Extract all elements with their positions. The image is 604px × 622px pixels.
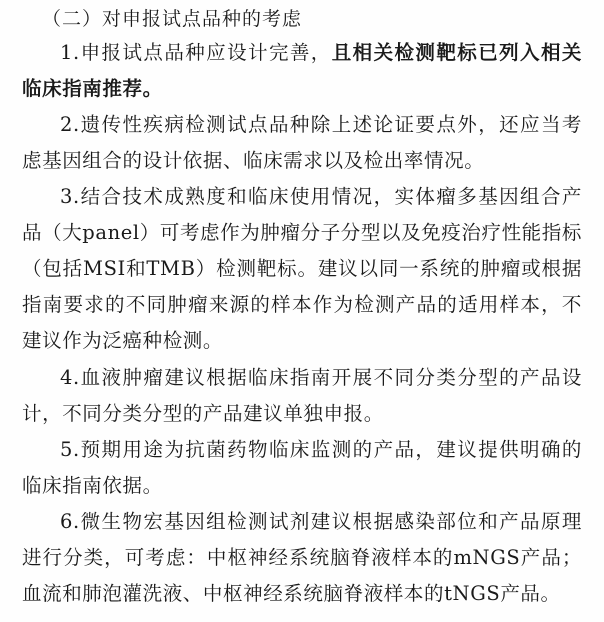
paragraph-item-3: 3.结合技术成熟度和临床使用情况，实体瘤多基因组合产品（大panel）可考虑作为肿瘤分子分型以及免疫治疗性能指标（包括MSI和TMB）检测靶标。建议以同一系统的肿瘤或根据指南要求的不同肿瘤来源的样本作为检测产品的适用样本，不建议作为泛癌种检测。 — [22, 185, 582, 352]
paragraph-item-2: 2.遗传性疾病检测试点品种除上述论证要点外，还应当考虑基因组合的设计依据、临床需求以及检出率情况。 — [22, 113, 582, 172]
item-1-bold-text: 且相关检测靶标已列入相关临床指南推荐。 — [22, 41, 583, 100]
item-1-text: 1.申报试点品种应设计完善， — [60, 41, 332, 64]
section-heading: （二）对申报试点品种的考虑 — [42, 8, 303, 30]
paragraph-item-6: 6.微生物宏基因组检测试剂建议根据感染部位和产品原理进行分类，可考虑：中枢神经系统脑脊液样本的mNGS产品；血流和肺泡灌洗液、中枢神经系统脑脊液样本的tNGS产品。 — [22, 510, 582, 605]
paragraph-item-4: 4.血液肿瘤建议根据临床指南开展不同分类分型的产品设计，不同分类分型的产品建议单独申报。 — [22, 366, 582, 425]
paragraph-item-5: 5.预期用途为抗菌药物临床监测的产品，建议提供明确的临床指南依据。 — [22, 438, 582, 497]
paragraph-item-1 — [22, 35, 582, 107]
